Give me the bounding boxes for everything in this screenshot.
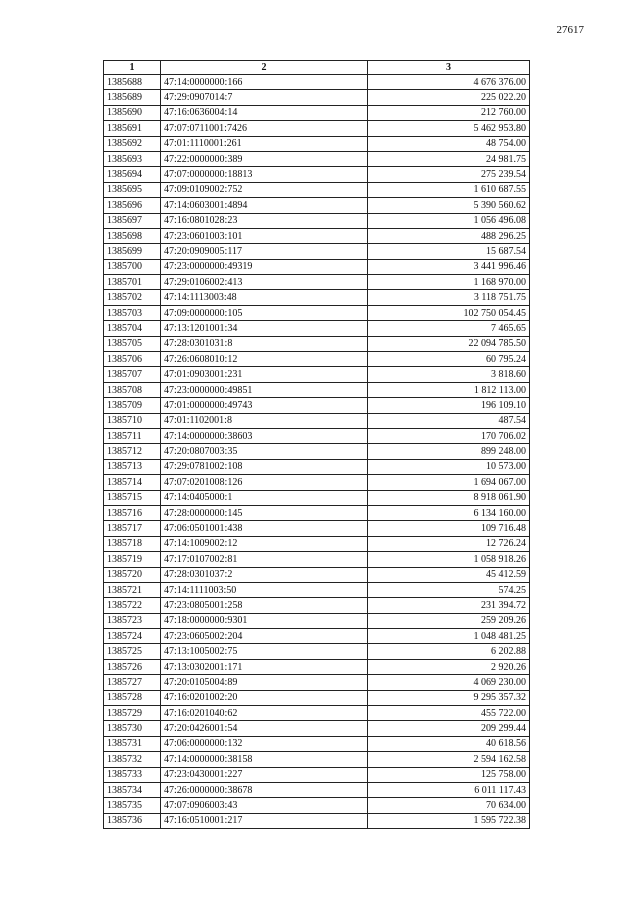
table-row [104,813,530,828]
value-cell: 488 296.25 [368,228,530,243]
row-number-cell: 1385719 [104,552,161,567]
value-cell: 3 818.60 [368,367,530,382]
cadastral-number-cell: 47:29:0907014:7 [161,90,368,105]
row-number-cell: 1385722 [104,598,161,613]
value-cell: 15 687.54 [368,244,530,259]
cadastral-number-cell: 47:23:0601003:101 [161,228,368,243]
row-number-cell: 1385724 [104,629,161,644]
row-number-cell: 1385698 [104,228,161,243]
value-cell: 45 412.59 [368,567,530,582]
cadastral-number-cell: 47:23:0000000:49319 [161,259,368,274]
table-row [104,151,530,166]
table-row [104,690,530,705]
value-cell: 10 573.00 [368,459,530,474]
table-row [104,444,530,459]
table-row [104,228,530,243]
value-cell: 2 920.26 [368,659,530,674]
cadastral-number-cell: 47:17:0107002:81 [161,552,368,567]
value-cell: 24 981.75 [368,151,530,166]
table-row [104,782,530,797]
cadastral-number-cell: 47:14:0000000:38603 [161,428,368,443]
value-cell: 9 295 357.32 [368,690,530,705]
value-cell: 70 634.00 [368,798,530,813]
value-cell: 3 441 996.46 [368,259,530,274]
value-cell: 5 390 560.62 [368,198,530,213]
table-row [104,352,530,367]
row-number-cell: 1385695 [104,182,161,197]
cadastral-number-cell: 47:07:0000000:18813 [161,167,368,182]
table-row [104,567,530,582]
row-number-cell: 1385732 [104,752,161,767]
cadastral-number-cell: 47:28:0301031:8 [161,336,368,351]
cadastral-number-cell: 47:14:0405000:1 [161,490,368,505]
row-number-cell: 1385728 [104,690,161,705]
table-row [104,490,530,505]
value-cell: 8 918 061.90 [368,490,530,505]
row-number-cell: 1385697 [104,213,161,228]
row-number-cell: 1385731 [104,736,161,751]
row-number-cell: 1385716 [104,505,161,520]
table-row [104,459,530,474]
cadastral-number-cell: 47:23:0000000:49851 [161,382,368,397]
row-number-cell: 1385715 [104,490,161,505]
value-cell: 102 750 054.45 [368,305,530,320]
table-row [104,521,530,536]
value-cell: 22 094 785.50 [368,336,530,351]
cadastral-number-cell: 47:16:0510001:217 [161,813,368,828]
table-row [104,767,530,782]
value-cell: 487.54 [368,413,530,428]
row-number-cell: 1385694 [104,167,161,182]
value-cell: 48 754.00 [368,136,530,151]
table-row [104,413,530,428]
table-row [104,675,530,690]
value-cell: 231 394.72 [368,598,530,613]
table-row [104,213,530,228]
cadastral-number-cell: 47:14:1111003:50 [161,582,368,597]
table-row [104,75,530,90]
row-number-cell: 1385701 [104,275,161,290]
row-number-cell: 1385736 [104,813,161,828]
row-number-cell: 1385692 [104,136,161,151]
value-cell: 1 168 970.00 [368,275,530,290]
cadastral-number-cell: 47:01:1110001:261 [161,136,368,151]
cadastral-number-cell: 47:20:0807003:35 [161,444,368,459]
cadastral-number-cell: 47:20:0426001:54 [161,721,368,736]
row-number-cell: 1385709 [104,398,161,413]
cadastral-number-cell: 47:26:0000000:38678 [161,782,368,797]
table-row [104,321,530,336]
value-cell: 1 595 722.38 [368,813,530,828]
table-row [104,382,530,397]
row-number-cell: 1385727 [104,675,161,690]
row-number-cell: 1385718 [104,536,161,551]
cadastral-number-cell: 47:01:1102001:8 [161,413,368,428]
table-row [104,90,530,105]
row-number-cell: 1385714 [104,475,161,490]
cadastral-number-cell: 47:29:0781002:108 [161,459,368,474]
value-cell: 6 202.88 [368,644,530,659]
row-number-cell: 1385700 [104,259,161,274]
value-cell: 1 056 496.08 [368,213,530,228]
cadastral-number-cell: 47:13:1201001:34 [161,321,368,336]
table-row [104,721,530,736]
value-cell: 125 758.00 [368,767,530,782]
value-cell: 6 011 117.43 [368,782,530,797]
row-number-cell: 1385734 [104,782,161,797]
row-number-cell: 1385706 [104,352,161,367]
cadastral-number-cell: 47:20:0105004:89 [161,675,368,690]
row-number-cell: 1385712 [104,444,161,459]
cadastral-number-cell: 47:01:0000000:49743 [161,398,368,413]
table-body [104,75,530,829]
value-cell: 1 048 481.25 [368,629,530,644]
table-row [104,290,530,305]
cadastral-number-cell: 47:18:0000000:9301 [161,613,368,628]
table-row [104,629,530,644]
value-cell: 574.25 [368,582,530,597]
row-number-cell: 1385693 [104,151,161,166]
cadastral-number-cell: 47:01:0903001:231 [161,367,368,382]
cadastral-number-cell: 47:28:0000000:145 [161,505,368,520]
table-row [104,305,530,320]
row-number-cell: 1385717 [104,521,161,536]
cadastral-number-cell: 47:13:1005002:75 [161,644,368,659]
row-number-cell: 1385711 [104,428,161,443]
value-cell: 4 069 230.00 [368,675,530,690]
table-row [104,367,530,382]
row-number-cell: 1385707 [104,367,161,382]
cadastral-number-cell: 47:07:0906003:43 [161,798,368,813]
registry-table [103,60,530,829]
row-number-cell: 1385730 [104,721,161,736]
value-cell: 196 109.10 [368,398,530,413]
cadastral-number-cell: 47:06:0501001:438 [161,521,368,536]
value-cell: 899 248.00 [368,444,530,459]
row-number-cell: 1385720 [104,567,161,582]
row-number-cell: 1385710 [104,413,161,428]
table-row [104,798,530,813]
column-header-number: 1 [104,61,161,75]
column-header-value: 3 [368,61,530,75]
cadastral-number-cell: 47:29:0106002:413 [161,275,368,290]
table-row [104,105,530,120]
cadastral-number-cell: 47:07:0201008:126 [161,475,368,490]
value-cell: 12 726.24 [368,536,530,551]
row-number-cell: 1385713 [104,459,161,474]
row-number-cell: 1385733 [104,767,161,782]
cadastral-number-cell: 47:14:1009002:12 [161,536,368,551]
table-row [104,275,530,290]
cadastral-number-cell: 47:16:0201040:62 [161,706,368,721]
cadastral-number-cell: 47:28:0301037:2 [161,567,368,582]
value-cell: 7 465.65 [368,321,530,336]
cadastral-number-cell: 47:14:0603001:4894 [161,198,368,213]
table-row [104,706,530,721]
cadastral-number-cell: 47:22:0000000:389 [161,151,368,166]
table-row [104,598,530,613]
value-cell: 1 610 687.55 [368,182,530,197]
row-number-cell: 1385721 [104,582,161,597]
value-cell: 4 676 376.00 [368,75,530,90]
table-row [104,752,530,767]
table-row [104,428,530,443]
table-row [104,336,530,351]
table-row [104,475,530,490]
value-cell: 3 118 751.75 [368,290,530,305]
row-number-cell: 1385725 [104,644,161,659]
cadastral-number-cell: 47:07:0711001:7426 [161,121,368,136]
cadastral-number-cell: 47:26:0608010:12 [161,352,368,367]
table-row [104,505,530,520]
row-number-cell: 1385689 [104,90,161,105]
row-number-cell: 1385729 [104,706,161,721]
value-cell: 170 706.02 [368,428,530,443]
cadastral-number-cell: 47:16:0636004:14 [161,105,368,120]
value-cell: 212 760.00 [368,105,530,120]
table-row [104,582,530,597]
table-row [104,736,530,751]
table-row [104,644,530,659]
row-number-cell: 1385690 [104,105,161,120]
table-row [104,536,530,551]
row-number-cell: 1385688 [104,75,161,90]
table-row [104,167,530,182]
table-row [104,398,530,413]
cadastral-number-cell: 47:16:0801028:23 [161,213,368,228]
value-cell: 209 299.44 [368,721,530,736]
cadastral-number-cell: 47:23:0805001:258 [161,598,368,613]
table-row [104,659,530,674]
row-number-cell: 1385702 [104,290,161,305]
table-row [104,198,530,213]
value-cell: 225 022.20 [368,90,530,105]
cadastral-number-cell: 47:09:0109002:752 [161,182,368,197]
row-number-cell: 1385696 [104,198,161,213]
value-cell: 60 795.24 [368,352,530,367]
value-cell: 275 239.54 [368,167,530,182]
table-header-row [104,61,530,75]
cadastral-number-cell: 47:06:0000000:132 [161,736,368,751]
row-number-cell: 1385735 [104,798,161,813]
table-row [104,182,530,197]
row-number-cell: 1385699 [104,244,161,259]
row-number-cell: 1385691 [104,121,161,136]
row-number-cell: 1385703 [104,305,161,320]
table-row [104,259,530,274]
cadastral-number-cell: 47:23:0605002:204 [161,629,368,644]
value-cell: 40 618.56 [368,736,530,751]
value-cell: 2 594 162.58 [368,752,530,767]
value-cell: 1 058 918.26 [368,552,530,567]
value-cell: 1 812 113.00 [368,382,530,397]
cadastral-number-cell: 47:09:0000000:105 [161,305,368,320]
value-cell: 109 716.48 [368,521,530,536]
value-cell: 455 722.00 [368,706,530,721]
cadastral-number-cell: 47:20:0909005:117 [161,244,368,259]
cadastral-number-cell: 47:16:0201002:20 [161,690,368,705]
table-row [104,244,530,259]
cadastral-number-cell: 47:14:1113003:48 [161,290,368,305]
cadastral-number-cell: 47:13:0302001:171 [161,659,368,674]
row-number-cell: 1385708 [104,382,161,397]
row-number-cell: 1385704 [104,321,161,336]
value-cell: 259 209.26 [368,613,530,628]
column-header-cadastral-number: 2 [161,61,368,75]
value-cell: 1 694 067.00 [368,475,530,490]
row-number-cell: 1385726 [104,659,161,674]
row-number-cell: 1385705 [104,336,161,351]
table-row [104,121,530,136]
table-row [104,136,530,151]
cadastral-number-cell: 47:14:0000000:38158 [161,752,368,767]
value-cell: 5 462 953.80 [368,121,530,136]
page-number: 27617 [556,24,584,36]
row-number-cell: 1385723 [104,613,161,628]
value-cell: 6 134 160.00 [368,505,530,520]
cadastral-number-cell: 47:14:0000000:166 [161,75,368,90]
table-row [104,552,530,567]
table-row [104,613,530,628]
cadastral-number-cell: 47:23:0430001:227 [161,767,368,782]
